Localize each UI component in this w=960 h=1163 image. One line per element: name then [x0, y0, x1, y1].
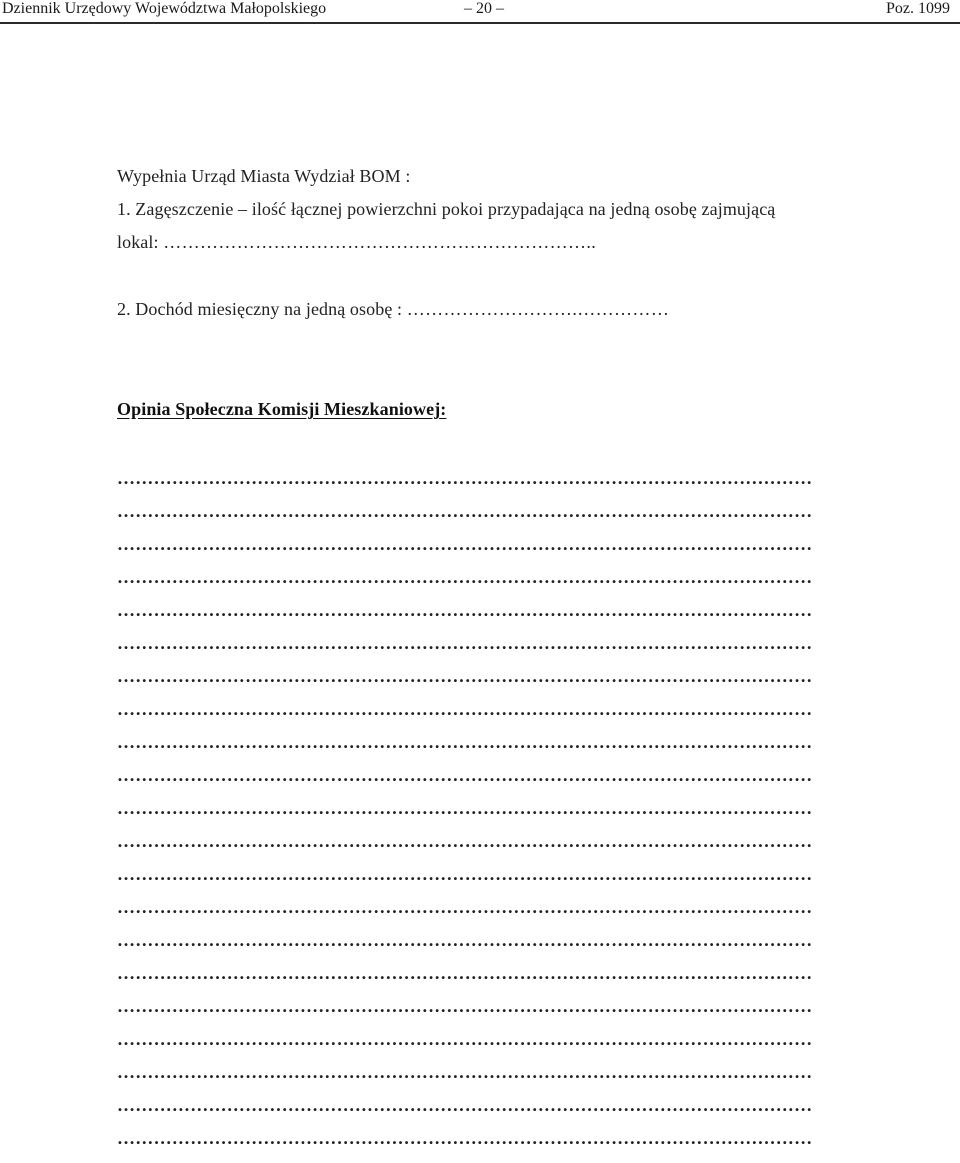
opinion-line[interactable]: …………………………………………………………………………………………………… [117, 998, 813, 1016]
page-header [0, 0, 960, 24]
opinion-heading: Opinia Społeczna Komisji Mieszkaniowej: [117, 399, 447, 419]
question-1-text: 1. Zagęszczenie – ilość łącznej powierzchni pokoi przypadająca na jedną osobę zajmującą [117, 199, 776, 219]
position-number: Poz. 1099 [886, 0, 950, 17]
opinion-line[interactable]: …………………………………………………………………………………………………… [117, 470, 813, 488]
opinion-line[interactable]: …………………………………………………………………………………………………… [117, 536, 813, 554]
page-number: – 20 – [464, 0, 504, 17]
opinion-line[interactable]: …………………………………………………………………………………………………… [117, 602, 813, 620]
opinion-line[interactable]: …………………………………………………………………………………………………… [117, 866, 813, 884]
opinion-line[interactable]: …………………………………………………………………………………………………… [117, 1064, 813, 1082]
opinion-line[interactable]: …………………………………………………………………………………………………… [117, 569, 813, 587]
question-2-answer-field[interactable]: ……………………….…………… [406, 299, 670, 319]
opinion-line[interactable]: …………………………………………………………………………………………………… [117, 899, 813, 917]
opinion-line[interactable]: …………………………………………………………………………………………………… [117, 668, 813, 686]
opinion-line[interactable]: …………………………………………………………………………………………………… [117, 800, 813, 818]
opinion-line[interactable]: …………………………………………………………………………………………………… [117, 1031, 813, 1049]
opinion-line[interactable]: …………………………………………………………………………………………………… [117, 734, 813, 752]
opinion-line[interactable]: …………………………………………………………………………………………………… [117, 1097, 813, 1115]
opinion-line[interactable]: …………………………………………………………………………………………………… [117, 965, 813, 983]
opinion-line[interactable]: …………………………………………………………………………………………………… [117, 701, 813, 719]
question-2-label: 2. Dochód miesięczny na jedną osobę : [117, 299, 403, 319]
opinion-line[interactable]: …………………………………………………………………………………………………… [117, 503, 813, 521]
question-1-answer-field[interactable]: …………………………………………………………….. [163, 232, 597, 252]
opinion-line[interactable]: …………………………………………………………………………………………………… [117, 767, 813, 785]
question-2-row [117, 299, 669, 320]
opinion-line[interactable]: …………………………………………………………………………………………………… [117, 635, 813, 653]
fill-by-label: Wypełnia Urząd Miasta Wydział BOM : [117, 166, 411, 186]
question-1-answer-row [117, 232, 596, 253]
opinion-line[interactable]: …………………………………………………………………………………………………… [117, 833, 813, 851]
opinion-line[interactable]: …………………………………………………………………………………………………… [117, 1130, 813, 1148]
opinion-line[interactable]: …………………………………………………………………………………………………… [117, 932, 813, 950]
question-1-label: lokal: [117, 232, 159, 252]
opinion-lines [117, 470, 849, 1163]
journal-title: Dziennik Urzędowy Województwa Małopolskiego [2, 0, 327, 17]
